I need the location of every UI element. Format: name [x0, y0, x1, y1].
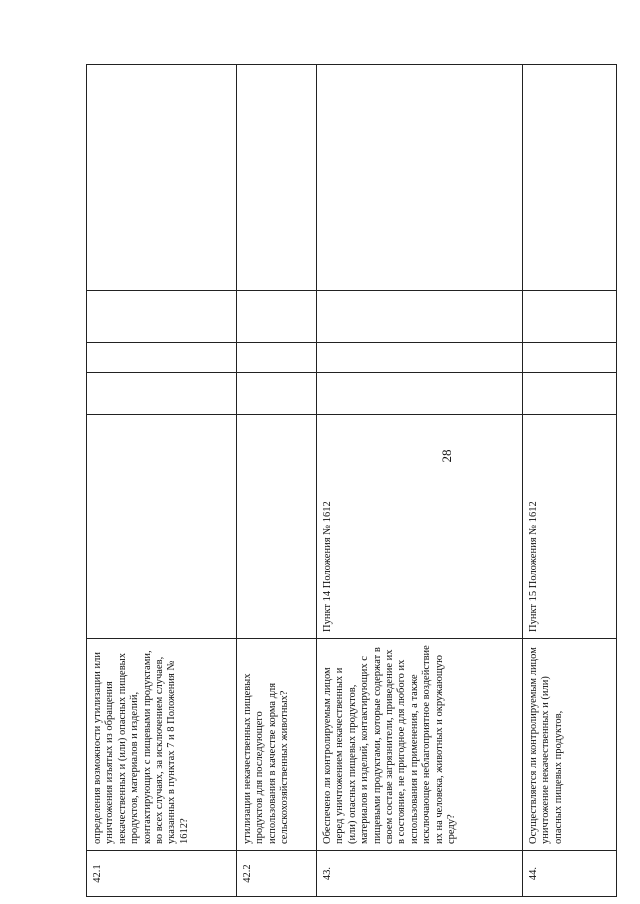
- answer-no-cell: [523, 343, 617, 373]
- reference-cell: [237, 415, 317, 639]
- question-cell: Осуществляется ли контролируемым лицом уничтожение некачественных и (или) опасных пищевых продуктов,: [523, 639, 617, 851]
- question-cell: определения возможности утилизации или уничтожения изъятых из обращения некачественных и (или) опасных пищевых продуктов, материалов и изделий, контактирующих с пищевыми продуктами, во всех случаях, за исключением случаев, указанных в пунктах 7 и 8 Положения № 1612?: [87, 639, 237, 851]
- question-cell: утилизации некачественных пищевых продуктов для последующего использования в качестве корма для сельскохозяйственных животных?: [237, 639, 317, 851]
- answer-yes-cell: [523, 373, 617, 415]
- table-row: [87, 65, 237, 897]
- row-number: 44.: [523, 851, 617, 897]
- answer-yes-cell: [237, 373, 317, 415]
- checklist-table-rotated: [86, 65, 616, 897]
- table-row: [317, 65, 523, 897]
- answer-na-cell: [317, 291, 523, 343]
- reference-cell: Пункт 15 Положения № 1612: [523, 415, 617, 639]
- answer-yes-cell: [317, 373, 523, 415]
- comment-cell: [317, 65, 523, 291]
- answer-no-cell: [317, 343, 523, 373]
- checklist-table: [86, 64, 617, 897]
- page-number: 28: [439, 449, 454, 463]
- row-number: 42.1: [87, 851, 237, 897]
- answer-no-cell: [87, 343, 237, 373]
- answer-na-cell: [237, 291, 317, 343]
- reference-cell: Пункт 14 Положения № 1612: [317, 415, 523, 639]
- table-row: [237, 65, 317, 897]
- question-cell: Обеспечено ли контролируемым лицом перед уничтожением некачественных и (или) опасных пищевых продуктов, материалов и изделий, контактирующих с пищевыми продуктами, которые содержат в своем составе загрязнители, приведение их в состояние, не пригодное для любого их использования и применения, а также исключающее неблагоприятное воздействие их на человека, животных и окружающую среду?: [317, 639, 523, 851]
- row-number: 42.2: [237, 851, 317, 897]
- answer-no-cell: [237, 343, 317, 373]
- row-number: 43.: [317, 851, 523, 897]
- table-row: [523, 65, 617, 897]
- comment-cell: [87, 65, 237, 291]
- reference-cell: [87, 415, 237, 639]
- comment-cell: [523, 65, 617, 291]
- comment-cell: [237, 65, 317, 291]
- answer-na-cell: [87, 291, 237, 343]
- answer-na-cell: [523, 291, 617, 343]
- answer-yes-cell: [87, 373, 237, 415]
